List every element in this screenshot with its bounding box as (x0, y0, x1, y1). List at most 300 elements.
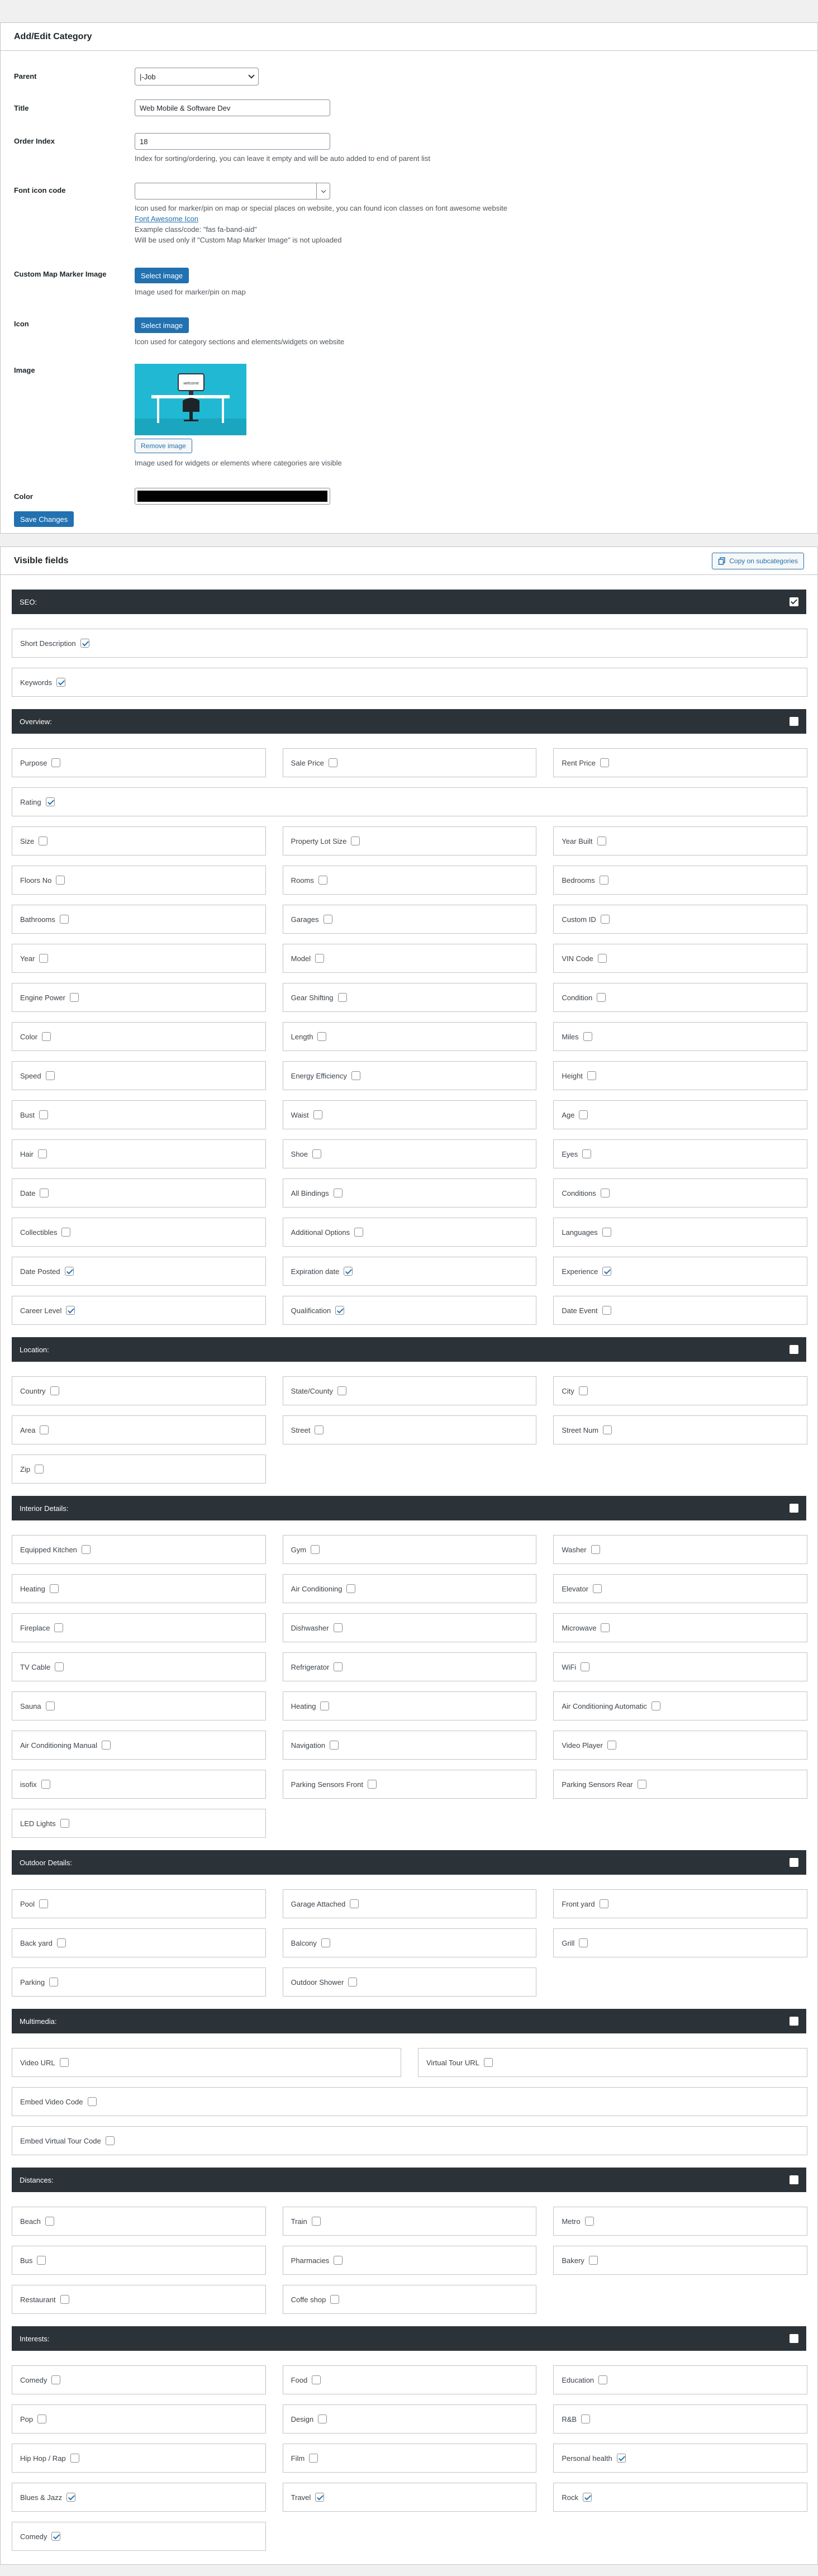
field-checkbox[interactable] (330, 1741, 339, 1750)
field-checkbox[interactable] (601, 915, 610, 924)
field-option (12, 2404, 266, 2434)
chevron-down-icon (321, 188, 325, 192)
field-label: Front yard (562, 1899, 595, 1908)
field-checkbox[interactable] (39, 837, 47, 845)
field-checkbox[interactable] (579, 1938, 588, 1947)
field-checkbox[interactable] (617, 2454, 626, 2463)
field-label: Rent Price (562, 758, 596, 767)
field-option (553, 1376, 807, 1405)
field-option (12, 1061, 266, 1090)
field-checkbox[interactable] (368, 1780, 377, 1789)
field-label: Street (291, 1425, 311, 1434)
field-label: WiFi (562, 1662, 577, 1671)
field-checkbox[interactable] (607, 1741, 616, 1750)
field-label: Heating (20, 1584, 45, 1593)
save-changes-button[interactable]: Save Changes (14, 511, 74, 527)
font-icon-note: Will be used only if "Custom Map Marker Image" is not uploaded (135, 236, 342, 244)
field-option (283, 1218, 537, 1247)
field-checkbox[interactable] (597, 837, 606, 845)
field-label: Bathrooms (20, 915, 55, 924)
field-label: Size (20, 837, 35, 845)
field-checkbox[interactable] (598, 954, 607, 963)
field-label: Qualification (291, 1306, 331, 1315)
field-option (283, 1257, 537, 1286)
field-label: Pop (20, 2415, 34, 2423)
field-option (12, 826, 266, 856)
parent-row (14, 68, 804, 87)
field-checkbox[interactable] (60, 915, 69, 924)
field-checkbox[interactable] (603, 1425, 612, 1434)
field-option (553, 1889, 807, 1918)
field-checkbox[interactable] (334, 1662, 343, 1671)
field-label: Engine Power (20, 993, 65, 1002)
field-checkbox[interactable] (334, 2256, 343, 2265)
field-label: Refrigerator (291, 1662, 330, 1671)
field-checkbox[interactable] (312, 2217, 321, 2226)
field-option (283, 1100, 537, 1129)
marker-select-image-button[interactable]: Select image (135, 268, 189, 283)
field-label: Experience (562, 1267, 598, 1276)
field-label: Gear Shifting (291, 993, 334, 1002)
field-checkbox[interactable] (335, 1306, 344, 1315)
field-label: Video URL (20, 2058, 55, 2067)
field-checkbox[interactable] (579, 1386, 588, 1395)
field-label: Balcony (291, 1938, 317, 1947)
field-checkbox[interactable] (65, 1267, 74, 1276)
field-checkbox[interactable] (51, 758, 60, 767)
field-label: Hip Hop / Rap (20, 2454, 66, 2463)
field-checkbox[interactable] (601, 1623, 610, 1632)
field-option (12, 1574, 266, 1603)
field-checkbox[interactable] (351, 837, 360, 845)
field-checkbox[interactable] (350, 1899, 359, 1908)
field-option (12, 1415, 266, 1444)
marker-row (14, 268, 804, 301)
field-label: Grill (562, 1938, 575, 1947)
section-toggle-checkbox[interactable] (790, 717, 798, 726)
field-checkbox[interactable] (70, 2454, 79, 2463)
field-checkbox[interactable] (102, 1741, 111, 1750)
field-option (283, 1613, 537, 1642)
field-checkbox[interactable] (315, 1425, 324, 1434)
field-label: LED Lights (20, 1819, 56, 1828)
field-option (283, 1889, 537, 1918)
order-label: Order Index (14, 137, 55, 145)
field-checkbox[interactable] (45, 2217, 54, 2226)
marker-label: Custom Map Marker Image (14, 270, 107, 278)
field-label: Keywords (20, 678, 53, 687)
field-checkbox[interactable] (598, 2375, 607, 2384)
field-option (553, 1415, 807, 1444)
field-option (553, 1178, 807, 1208)
field-checkbox[interactable] (37, 2256, 46, 2265)
field-option (283, 1967, 537, 1997)
title-input[interactable] (135, 99, 330, 116)
field-checkbox[interactable] (50, 1386, 59, 1395)
field-label: Sale Price (291, 758, 324, 767)
field-checkbox[interactable] (601, 1189, 610, 1197)
field-checkbox[interactable] (60, 2295, 69, 2304)
marker-help: Image used for marker/pin on map (135, 288, 246, 296)
field-label: Custom ID (562, 915, 596, 924)
field-label: Virtual Tour URL (426, 2058, 479, 2067)
field-label: Date Posted (20, 1267, 60, 1276)
parent-select-value: |-Job (140, 72, 156, 81)
field-option (12, 787, 807, 816)
field-option (283, 2246, 537, 2275)
field-checkbox[interactable] (651, 1702, 660, 1710)
field-option (283, 748, 537, 777)
parent-select[interactable] (135, 68, 259, 85)
field-checkbox[interactable] (66, 2493, 75, 2502)
field-label: Bus (20, 2256, 33, 2265)
field-label: Bedrooms (562, 876, 595, 885)
field-checkbox[interactable] (46, 1071, 55, 1080)
field-checkbox[interactable] (602, 1228, 611, 1237)
field-label: Parking (20, 1978, 45, 1986)
field-checkbox[interactable] (354, 1228, 363, 1237)
field-option (283, 1574, 537, 1603)
field-checkbox[interactable] (579, 1110, 588, 1119)
field-checkbox[interactable] (42, 1032, 51, 1041)
field-checkbox[interactable] (334, 1189, 343, 1197)
field-option (283, 1652, 537, 1681)
field-option (12, 2483, 266, 2512)
field-option (553, 1535, 807, 1564)
field-option (553, 2404, 807, 2434)
field-label: Garage Attached (291, 1899, 346, 1908)
field-label: Fireplace (20, 1623, 50, 1632)
section-title: Distances: (20, 2175, 54, 2184)
field-checkbox[interactable] (344, 1267, 353, 1276)
field-checkbox[interactable] (82, 1545, 91, 1554)
field-option (12, 2126, 807, 2155)
field-label: Waist (291, 1110, 309, 1119)
field-label: R&B (562, 2415, 577, 2423)
field-option (283, 1022, 537, 1051)
field-option (12, 905, 266, 934)
field-label: Pharmacies (291, 2256, 330, 2265)
field-option (283, 1535, 537, 1564)
field-option (12, 1178, 266, 1208)
field-label: Metro (562, 2217, 581, 2226)
field-label: Date (20, 1189, 36, 1197)
field-label: Heating (291, 1702, 316, 1710)
field-label: Garages (291, 915, 319, 924)
field-option (283, 2285, 537, 2314)
field-checkbox[interactable] (50, 1584, 59, 1593)
field-option (553, 1257, 807, 1286)
order-help: Index for sorting/ordering, you can leave it empty and will be auto added to end of parent list (135, 154, 430, 163)
field-label: TV Cable (20, 1662, 51, 1671)
section-toggle-checkbox[interactable] (790, 2017, 798, 2026)
field-checkbox[interactable] (312, 1149, 321, 1158)
field-label: Hair (20, 1149, 34, 1158)
field-checkbox[interactable] (315, 2493, 324, 2502)
visible-fields-header (1, 547, 817, 575)
field-checkbox[interactable] (346, 1584, 355, 1593)
field-checkbox[interactable] (46, 797, 55, 806)
field-option (283, 2365, 537, 2394)
field-option (283, 2483, 537, 2512)
icon-select-image-button[interactable]: Select image (135, 317, 189, 333)
field-option (283, 983, 537, 1012)
field-option (553, 2207, 807, 2236)
field-option (553, 1770, 807, 1799)
field-label: Speed (20, 1071, 41, 1080)
field-checkbox[interactable] (484, 2058, 493, 2067)
field-option (12, 1100, 266, 1129)
field-checkbox[interactable] (315, 954, 324, 963)
field-checkbox[interactable] (39, 1110, 48, 1119)
field-checkbox[interactable] (585, 2217, 594, 2226)
field-label: Air Conditioning Manual (20, 1741, 98, 1750)
field-option (553, 826, 807, 856)
field-checkbox[interactable] (320, 1702, 329, 1710)
section-toggle-checkbox[interactable] (790, 2334, 798, 2343)
font-icon-dropdown[interactable] (316, 183, 330, 199)
font-awesome-link[interactable]: Font Awesome Icon (135, 215, 198, 223)
field-checkbox[interactable] (40, 1425, 49, 1434)
section-toggle-checkbox[interactable] (790, 2175, 798, 2184)
field-checkbox[interactable] (597, 993, 606, 1002)
field-checkbox[interactable] (55, 1662, 64, 1671)
field-checkbox[interactable] (57, 1938, 66, 1947)
field-checkbox[interactable] (600, 876, 608, 885)
field-checkbox[interactable] (88, 2097, 97, 2106)
remove-image-button[interactable]: Remove image (135, 439, 192, 453)
field-label: Dishwasher (291, 1623, 329, 1632)
field-option (12, 1652, 266, 1681)
field-option (12, 2207, 266, 2236)
field-checkbox[interactable] (54, 1623, 63, 1632)
edit-category-header (1, 23, 817, 51)
field-option (12, 1809, 266, 1838)
field-checkbox[interactable] (337, 1386, 346, 1395)
field-label: Back yard (20, 1938, 53, 1947)
field-option (553, 1139, 807, 1168)
copy-button-label: Copy on subcategories (729, 557, 798, 565)
field-option (553, 1061, 807, 1090)
field-checkbox[interactable] (312, 2375, 321, 2384)
field-label: Personal health (562, 2454, 612, 2463)
section-toggle-checkbox[interactable] (790, 1858, 798, 1867)
field-option (553, 1574, 807, 1603)
field-checkbox[interactable] (70, 993, 79, 1002)
field-checkbox[interactable] (330, 2295, 339, 2304)
field-checkbox[interactable] (60, 1819, 69, 1828)
field-label: Beach (20, 2217, 41, 2226)
color-picker[interactable] (135, 488, 330, 505)
section-header (12, 1337, 806, 1362)
field-checkbox[interactable] (39, 1899, 48, 1908)
field-checkbox[interactable] (51, 2532, 60, 2541)
field-option (12, 1257, 266, 1286)
field-checkbox[interactable] (60, 2058, 69, 2067)
field-checkbox[interactable] (317, 1032, 326, 1041)
field-checkbox[interactable] (46, 1702, 55, 1710)
field-option (12, 748, 266, 777)
field-option (12, 1218, 266, 1247)
field-label: Expiration date (291, 1267, 340, 1276)
font-icon-help-text: Icon used for marker/pin on map or special places on website, you can found icon classes on font awesome website (135, 204, 507, 212)
field-option (12, 1296, 266, 1325)
field-label: Energy Efficiency (291, 1071, 347, 1080)
field-label: Age (562, 1110, 575, 1119)
order-index-value: 18 (140, 137, 148, 146)
field-checkbox[interactable] (600, 758, 609, 767)
field-label: Air Conditioning Automatic (562, 1702, 647, 1710)
field-option (553, 905, 807, 934)
icon-help: Icon used for category sections and elements/widgets on website (135, 338, 345, 346)
section-toggle-checkbox[interactable] (790, 1504, 798, 1513)
field-option (12, 1455, 266, 1484)
field-checkbox[interactable] (338, 993, 347, 1002)
field-option (283, 1731, 537, 1760)
section-title: Location: (20, 1345, 49, 1354)
category-image-preview (135, 364, 246, 435)
field-label: Film (291, 2454, 305, 2463)
field-option (553, 1691, 807, 1720)
section-toggle-checkbox[interactable] (790, 1345, 798, 1354)
field-checkbox[interactable] (583, 2493, 592, 2502)
section-toggle-checkbox[interactable] (790, 597, 798, 606)
font-icon-select[interactable] (135, 183, 330, 199)
field-checkbox[interactable] (309, 2454, 318, 2463)
field-option (283, 1061, 537, 1090)
chevron-down-icon (248, 72, 254, 78)
field-checkbox[interactable] (66, 1306, 75, 1315)
field-label: Languages (562, 1228, 598, 1237)
field-checkbox[interactable] (582, 1149, 591, 1158)
field-checkbox[interactable] (38, 1149, 47, 1158)
field-checkbox[interactable] (37, 2415, 46, 2423)
field-option (12, 944, 266, 973)
field-checkbox[interactable] (581, 2415, 590, 2423)
copy-on-subcategories-button[interactable] (712, 553, 804, 569)
field-option (283, 826, 537, 856)
field-checkbox[interactable] (39, 954, 48, 963)
font-icon-label: Font icon code (14, 186, 66, 194)
field-option (283, 1691, 537, 1720)
section-header (12, 2168, 806, 2192)
field-label: Collectibles (20, 1228, 58, 1237)
field-checkbox[interactable] (56, 876, 65, 885)
field-label: Length (291, 1032, 313, 1041)
field-checkbox[interactable] (313, 1110, 322, 1119)
section-title: Outdoor Details: (20, 1858, 72, 1867)
field-checkbox[interactable] (602, 1306, 611, 1315)
field-label: Coffe shop (291, 2295, 326, 2304)
field-checkbox[interactable] (321, 1938, 330, 1947)
field-label: Zip (20, 1465, 31, 1474)
field-checkbox[interactable] (638, 1780, 646, 1789)
field-checkbox[interactable] (351, 1071, 360, 1080)
field-option (12, 2285, 266, 2314)
field-checkbox[interactable] (56, 678, 65, 687)
color-label: Color (14, 492, 33, 501)
field-label: Additional Options (291, 1228, 350, 1237)
field-label: Rooms (291, 876, 314, 885)
field-checkbox[interactable] (329, 758, 337, 767)
field-label: Outdoor Shower (291, 1978, 344, 1986)
field-checkbox[interactable] (591, 1545, 600, 1554)
parent-label: Parent (14, 72, 37, 80)
edit-category-title: Add/Edit Category (14, 31, 92, 41)
field-checkbox[interactable] (583, 1032, 592, 1041)
field-checkbox[interactable] (35, 1465, 44, 1474)
image-welcome-text: welcome (183, 382, 199, 386)
copy-icon (718, 557, 726, 565)
field-label: Year (20, 954, 35, 963)
field-label: Purpose (20, 758, 47, 767)
section-header (12, 709, 806, 734)
field-checkbox[interactable] (589, 2256, 598, 2265)
field-option (283, 866, 537, 895)
field-checkbox[interactable] (41, 1780, 50, 1789)
field-checkbox[interactable] (324, 915, 332, 924)
field-label: Height (562, 1071, 583, 1080)
field-checkbox[interactable] (106, 2136, 115, 2145)
section-title: Interior Details: (20, 1504, 69, 1513)
field-label: Bakery (562, 2256, 584, 2265)
field-label: Model (291, 954, 311, 963)
field-checkbox[interactable] (318, 2415, 327, 2423)
field-option (553, 866, 807, 895)
field-checkbox[interactable] (311, 1545, 320, 1554)
field-label: Rock (562, 2493, 578, 2502)
field-checkbox[interactable] (49, 1978, 58, 1986)
field-option (553, 748, 807, 777)
field-label: Short Description (20, 639, 76, 648)
field-checkbox[interactable] (40, 1189, 49, 1197)
field-label: Miles (562, 1032, 579, 1041)
field-checkbox[interactable] (80, 639, 89, 648)
field-checkbox[interactable] (61, 1228, 70, 1237)
field-label: Restaurant (20, 2295, 56, 2304)
image-row (14, 364, 804, 476)
field-label: Travel (291, 2493, 311, 2502)
field-label: Country (20, 1386, 46, 1395)
field-checkbox[interactable] (602, 1267, 611, 1276)
field-label: Color (20, 1032, 38, 1041)
field-label: Train (291, 2217, 307, 2226)
field-option (553, 2444, 807, 2473)
field-checkbox[interactable] (318, 876, 327, 885)
order-index-input[interactable] (135, 133, 330, 150)
field-label: VIN Code (562, 954, 593, 963)
field-checkbox[interactable] (600, 1899, 608, 1908)
field-option (553, 1022, 807, 1051)
field-checkbox[interactable] (51, 2375, 60, 2384)
field-option (283, 1376, 537, 1405)
field-option (12, 2365, 266, 2394)
order-row (14, 133, 804, 167)
field-option (418, 2048, 807, 2077)
field-label: Education (562, 2375, 595, 2384)
field-checkbox[interactable] (593, 1584, 602, 1593)
field-label: Elevator (562, 1584, 589, 1593)
field-option (12, 1691, 266, 1720)
field-checkbox[interactable] (587, 1071, 596, 1080)
field-option (283, 1296, 537, 1325)
field-label: isofix (20, 1780, 37, 1789)
field-checkbox[interactable] (348, 1978, 357, 1986)
field-option (283, 2207, 537, 2236)
field-checkbox[interactable] (581, 1662, 589, 1671)
field-option (12, 668, 807, 697)
field-checkbox[interactable] (334, 1623, 343, 1632)
